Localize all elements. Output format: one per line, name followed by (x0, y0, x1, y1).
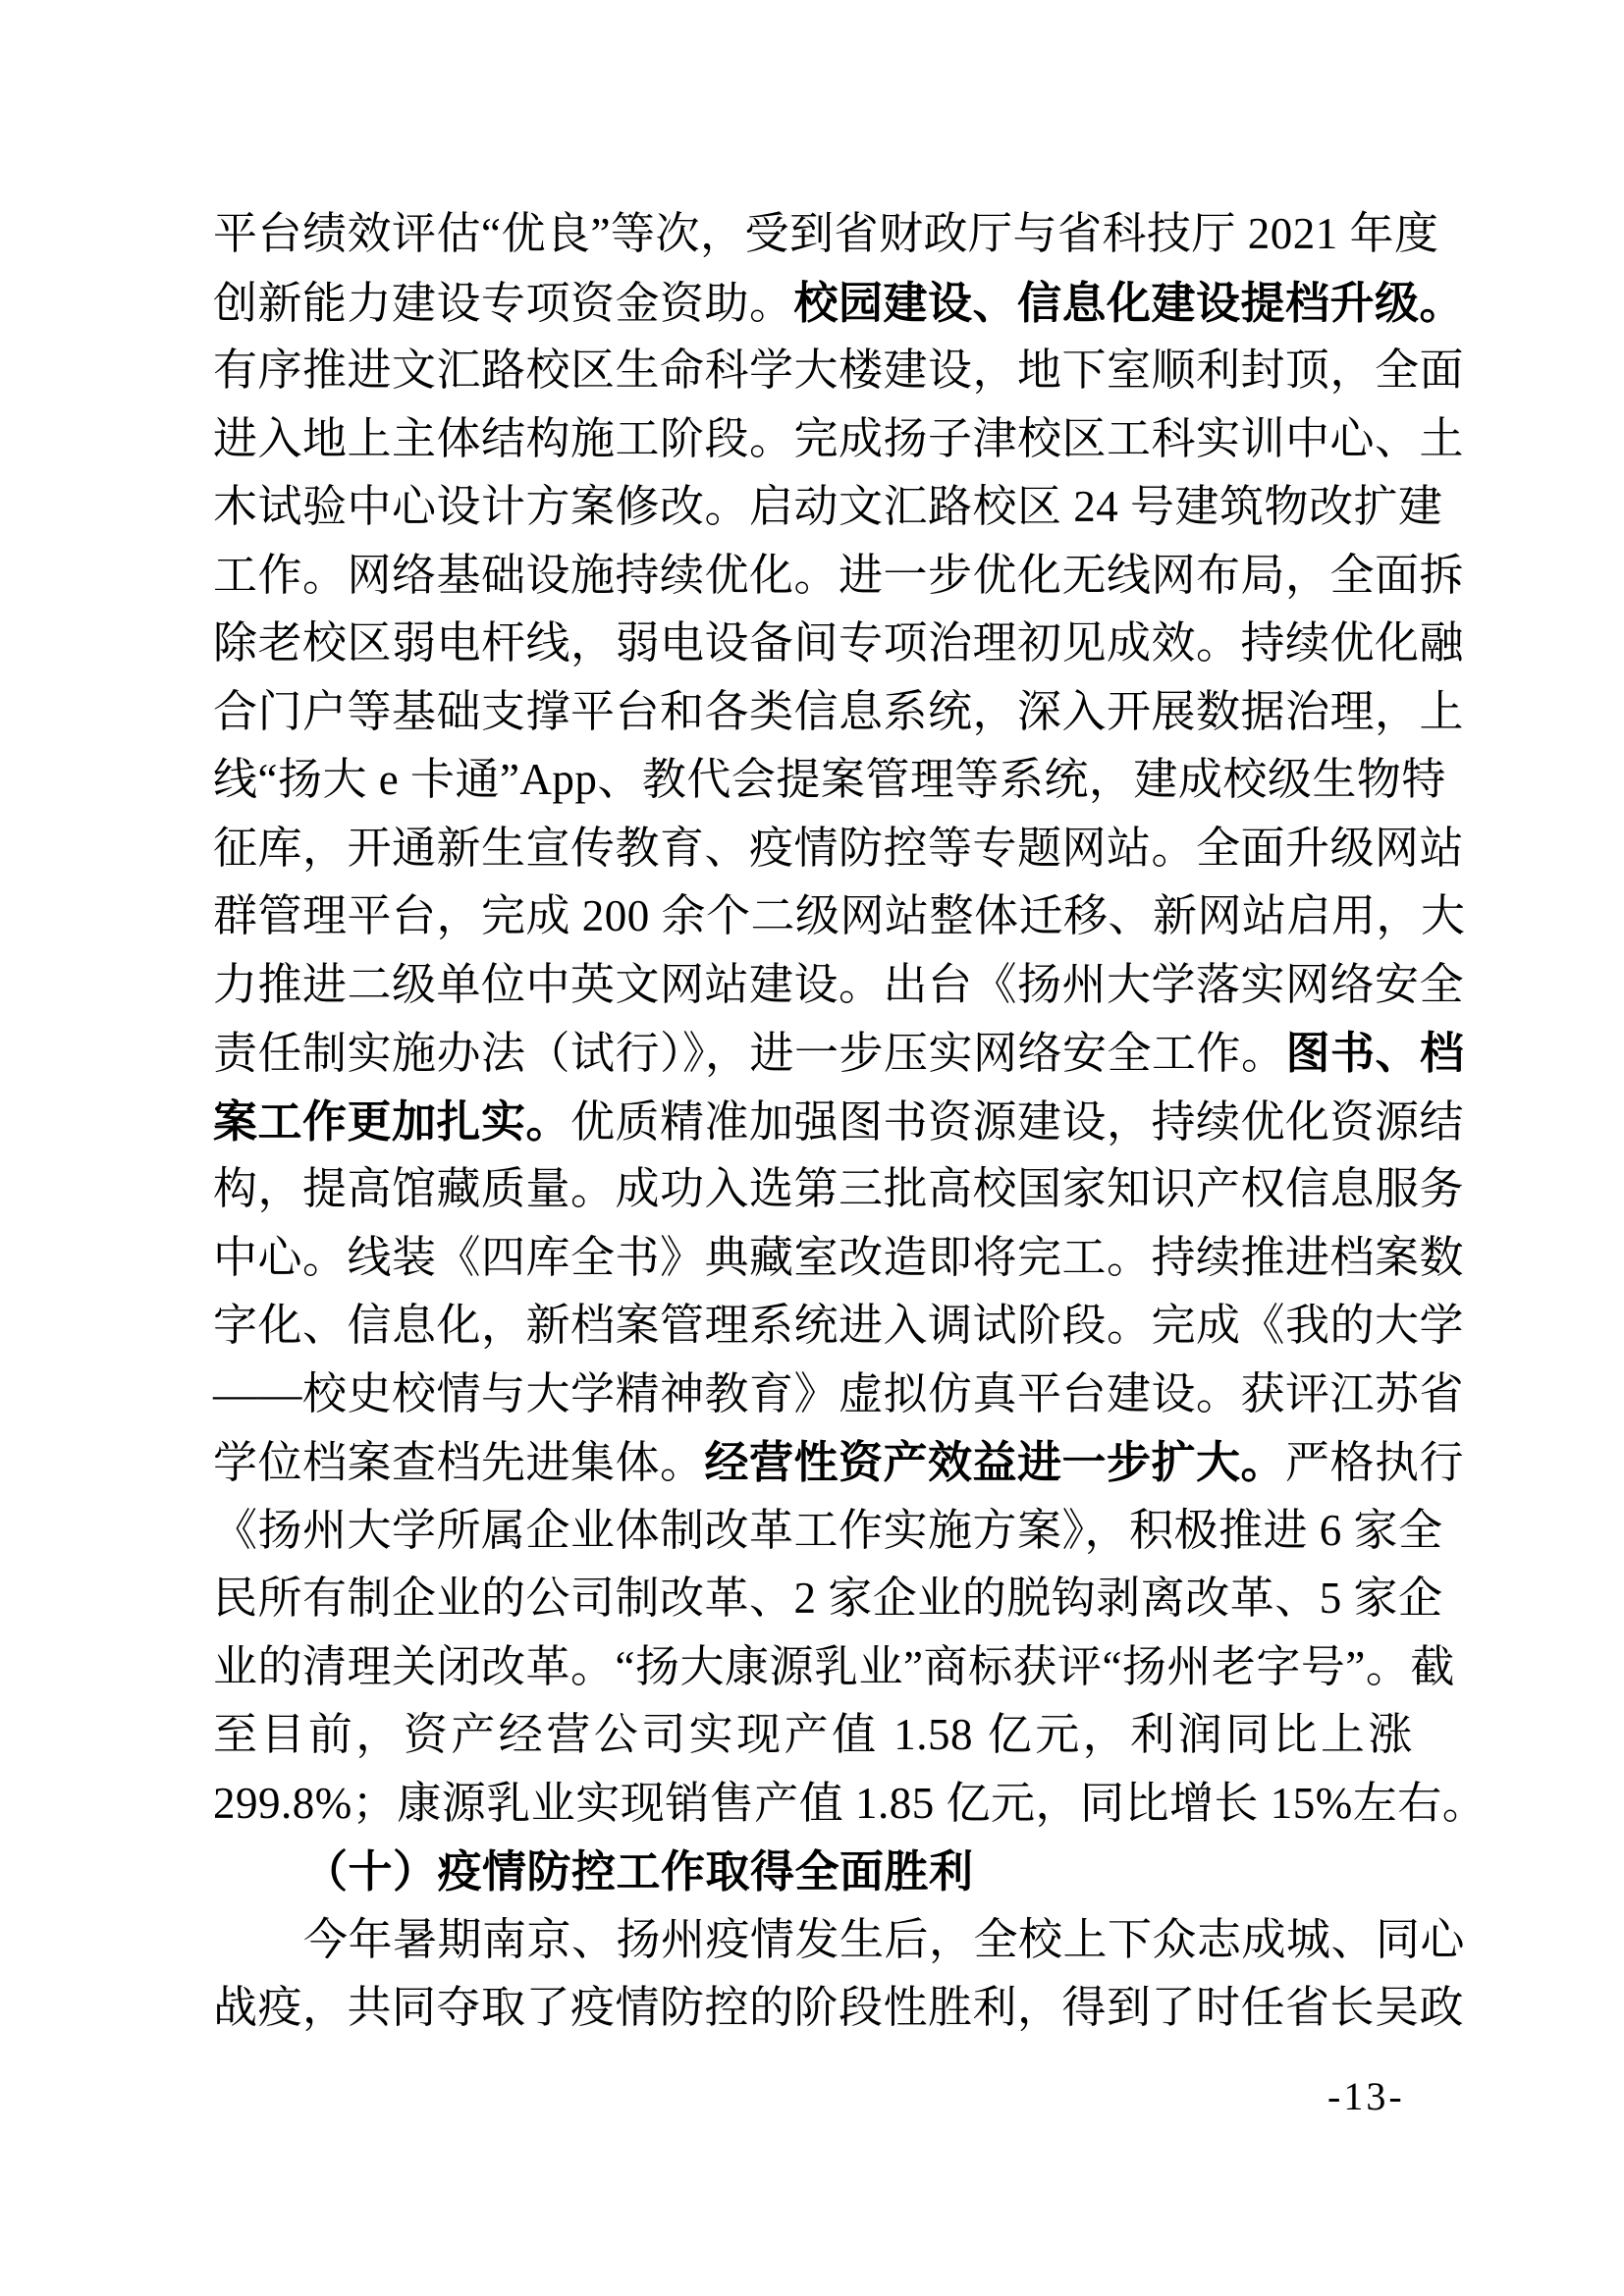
text-line (213, 1428, 1465, 1497)
text-line (213, 1019, 1465, 1088)
body-text: 字化、信息化，新档案管理系统进入调试阶段。完成《我的大学 (213, 1301, 1465, 1350)
text-line (213, 1497, 1443, 1566)
body-text: 除老校区弱电杆线，弱电设备间专项治理初见成效。持续优化融 (213, 618, 1465, 667)
document-lines (213, 200, 1488, 2043)
text-line (213, 405, 1465, 474)
body-text: 进入地上主体结构施工阶段。完成扬子津校区工科实训中心、土 (213, 413, 1465, 463)
body-text: 创新能力建设专项资金资助。 (213, 278, 794, 328)
text-line (213, 815, 1465, 883)
body-text: 责任制实施办法（试行）》，进一步压实网络安全工作。 (213, 1029, 1286, 1078)
text-line (213, 678, 1465, 747)
emphasis-text: 经营性资产效益进一步扩大。 (704, 1437, 1286, 1487)
body-text: 中心。线装《四库全书》典藏室改造即将完工。持续推进档案数 (213, 1232, 1465, 1282)
text-line (213, 746, 1446, 815)
body-text: 构，提高馆藏质量。成功入选第三批高校国家知识产权信息服务 (213, 1164, 1465, 1213)
body-text: 有序推进文汇路校区生命科学大楼建设，地下室顺利封顶，全面 (213, 346, 1465, 395)
text-line (213, 269, 1465, 338)
emphasis-text: 图书、档 (1285, 1028, 1465, 1078)
text-line (213, 1292, 1465, 1361)
emphasis-text: （十）疫情防控工作取得全面胜利 (303, 1846, 974, 1896)
page-number: -13- (1327, 2074, 1405, 2118)
section-heading (213, 1838, 1413, 1906)
body-text: 平台绩效评估“优良”等次，受到省财政厅与省科技厅 2021 年度 (213, 209, 1439, 258)
body-text: 至目前，资产经营公司实现产值 1.58 亿元，利润同比上涨 (213, 1710, 1413, 1759)
text-line (213, 882, 1466, 951)
emphasis-text: 案工作更加扎实。 (213, 1095, 571, 1147)
text-line (213, 1088, 1465, 1156)
body-text: 299.8%；康源乳业实现销售产值 1.85 亿元，同比增长 15%左右。 (213, 1778, 1488, 1828)
body-text: 力推进二级单位中英文网站建设。出台《扬州大学落实网络安全 (213, 959, 1465, 1009)
body-text: 今年暑期南京、扬州疫情发生后，全校上下众志成城、同心 (303, 1914, 1466, 1964)
body-text: ——校史校情与大学精神教育》虚拟仿真平台建设。获评江苏省 (213, 1368, 1465, 1418)
body-text: 线“扬大 e 卡通”App、教代会提案管理等系统，建成校级生物特 (213, 755, 1446, 804)
text-line (213, 337, 1465, 405)
body-text: 战疫，共同夺取了疫情防控的阶段性胜利，得到了时任省长吴政 (213, 1983, 1465, 2032)
text-line (213, 951, 1465, 1020)
text-line (213, 1701, 1413, 1770)
body-text: 民所有制企业的公司制改革、2 家企业的脱钩剥离改革、5 家企 (213, 1574, 1443, 1623)
text-line (213, 1155, 1465, 1224)
text-line (213, 1906, 1466, 1975)
body-text: 《扬州大学所属企业体制改革工作实施方案》，积极推进 6 家全 (213, 1505, 1443, 1555)
text-line (213, 1224, 1465, 1293)
body-text: 工作。网络基础设施持续优化。进一步优化无线网布局，全面拆 (213, 550, 1465, 600)
text-line (213, 473, 1443, 542)
text-line (213, 200, 1439, 269)
body-text: 学位档案查档先进集体。 (213, 1438, 705, 1487)
text-line (213, 610, 1465, 678)
body-text: 优质精准加强图书资源建设，持续优化资源结 (570, 1096, 1465, 1147)
body-text: 业的清理关闭改革。“扬大康源乳业”商标获评“扬州老字号”。截 (213, 1641, 1455, 1691)
text-line (213, 1565, 1443, 1633)
body-text: 合门户等基础支撑平台和各类信息系统，深入开展数据治理，上 (213, 686, 1465, 736)
text-line (213, 1633, 1455, 1702)
body-text: 群管理平台，完成 200 余个二级网站整体迁移、新网站启用，大 (213, 891, 1466, 940)
body-text: 严格执行 (1285, 1438, 1465, 1487)
text-line (213, 542, 1465, 611)
text-line (213, 1770, 1488, 1839)
text-line (213, 1974, 1465, 2043)
body-text: 木试验中心设计方案修改。启动文汇路校区 24 号建筑物改扩建 (213, 482, 1443, 531)
text-line (213, 1361, 1465, 1429)
emphasis-text: 校园建设、信息化建设提档升级。 (793, 277, 1465, 328)
body-text: 征库，开通新生宣传教育、疫情防控等专题网站。全面升级网站 (213, 823, 1465, 873)
